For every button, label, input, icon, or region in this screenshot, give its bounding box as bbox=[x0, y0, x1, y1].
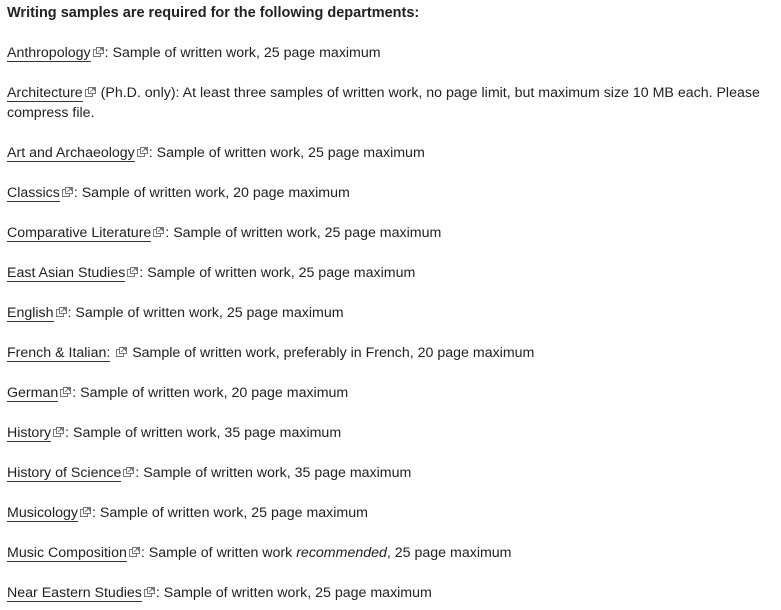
external-link-icon bbox=[85, 87, 96, 98]
external-link-icon bbox=[116, 347, 127, 358]
department-list bbox=[7, 43, 774, 603]
department-link[interactable]: German bbox=[7, 385, 59, 401]
department-link[interactable]: Musicology bbox=[7, 505, 78, 521]
department-entry bbox=[7, 543, 774, 563]
department-requirement: : Sample of written work, 25 page maximum bbox=[104, 45, 381, 61]
department-link[interactable]: History of Science bbox=[7, 465, 122, 481]
department-entry bbox=[7, 343, 774, 363]
external-link-icon bbox=[56, 307, 67, 318]
external-link-icon bbox=[62, 187, 73, 198]
external-link-icon bbox=[129, 547, 140, 558]
department-entry bbox=[7, 143, 774, 163]
department-requirement: : Sample of written work, 25 page maximum bbox=[139, 265, 416, 281]
section-heading: Writing samples are required for the following departments: bbox=[7, 5, 420, 21]
department-requirement: : Sample of written work, 20 page maximum bbox=[73, 185, 350, 201]
department-link[interactable]: Classics bbox=[7, 185, 60, 201]
department-link[interactable]: History bbox=[7, 425, 52, 441]
department-requirement: , 25 page maximum bbox=[386, 545, 512, 561]
requirement-emphasis: recommended bbox=[296, 545, 387, 561]
department-entry bbox=[7, 223, 774, 243]
department-requirement: : Sample of written work, 35 page maximum bbox=[135, 465, 412, 481]
department-requirement: : Sample of written work bbox=[140, 545, 297, 561]
department-link[interactable]: Music Composition bbox=[7, 545, 127, 561]
external-link-icon bbox=[123, 467, 134, 478]
department-requirement: : Sample of written work, 25 page maximum bbox=[165, 225, 442, 241]
department-entry bbox=[7, 303, 774, 323]
external-link-icon bbox=[80, 507, 91, 518]
department-link[interactable]: Architecture bbox=[7, 85, 83, 101]
department-requirement: : Sample of written work, 25 page maximum bbox=[148, 145, 425, 161]
external-link-icon bbox=[53, 427, 64, 438]
department-entry bbox=[7, 463, 774, 483]
external-link-icon bbox=[153, 227, 164, 238]
department-requirement: : Sample of written work, 20 page maximum bbox=[72, 385, 349, 401]
external-link-icon bbox=[144, 587, 155, 598]
department-entry bbox=[7, 423, 774, 443]
department-entry bbox=[7, 183, 774, 203]
department-requirement: : Sample of written work, 25 page maximum bbox=[67, 305, 344, 321]
department-requirement: (Ph.D. only): At least three samples of written work, no page limit, but maximum size 10 MB each. Please compress file. bbox=[7, 85, 760, 121]
external-link-icon bbox=[127, 267, 138, 278]
department-link[interactable]: Anthropology bbox=[7, 45, 91, 61]
department-link[interactable]: East Asian Studies bbox=[7, 265, 126, 281]
department-link[interactable]: Near Eastern Studies bbox=[7, 585, 142, 601]
department-link[interactable]: Comparative Literature bbox=[7, 225, 152, 241]
department-link[interactable]: Art and Archaeology bbox=[7, 145, 135, 161]
department-link[interactable]: English bbox=[7, 305, 54, 321]
department-requirement: : Sample of written work, 35 page maximum bbox=[65, 425, 342, 441]
external-link-icon bbox=[60, 387, 71, 398]
department-requirement: : Sample of written work, 25 page maximum bbox=[91, 505, 368, 521]
department-entry bbox=[7, 583, 774, 603]
external-link-icon bbox=[137, 147, 148, 158]
department-entry bbox=[7, 43, 774, 63]
department-requirement: Sample of written work, preferably in French, 20 page maximum bbox=[128, 345, 535, 361]
department-requirement: : Sample of written work, 25 page maximum bbox=[155, 585, 432, 601]
department-entry bbox=[7, 383, 774, 403]
department-entry bbox=[7, 503, 774, 523]
department-entry bbox=[7, 263, 774, 283]
department-link[interactable]: French & Italian: bbox=[7, 345, 111, 361]
department-entry bbox=[7, 83, 774, 123]
external-link-icon bbox=[93, 47, 104, 58]
